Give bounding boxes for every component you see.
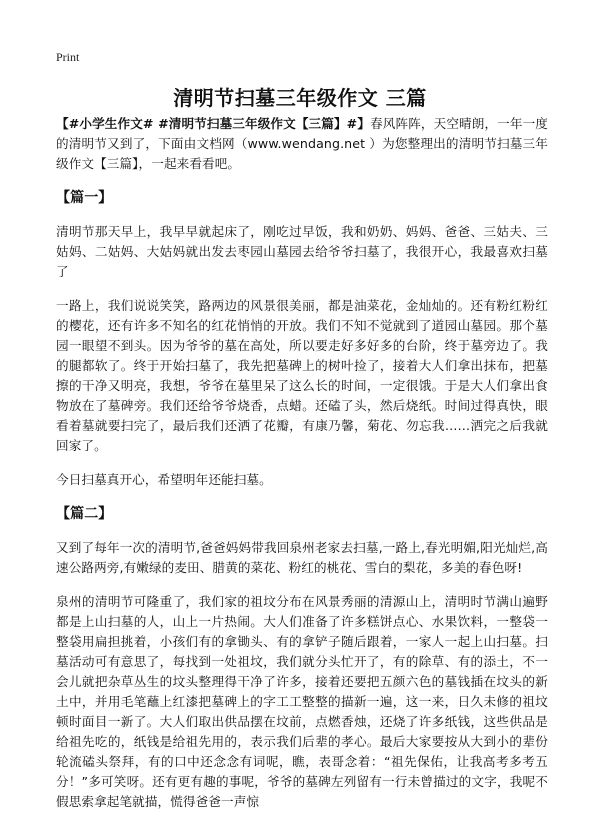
print-label: Print <box>56 50 80 64</box>
section-heading-2: 【篇二】 <box>56 506 113 522</box>
intro-text: 春风阵阵，天空晴朗，一年一度的清明节又到了，下面由文档网（www.wendang.net ）为您整理出的清明节扫墓三年级作文【三篇】，一起来看看吧。 <box>56 116 548 171</box>
section2-paragraph-2: 泉州的清明节可隆重了，我们家的祖坟分布在风景秀丽的清源山上，清明时节满山遍野都是上山扫墓的人，山上一片热闹。大人们准备了许多糕饼点心、水果饮料，一整袋一整袋用扁担挑着，小孩们有的拿锄头、有的拿铲子随后跟着，一家人一起上山扫墓。扫墓活动可有意思了，每找到一处祖坟，我们就分头忙开了，有的除草、有的添土，不一会儿就把杂草丛生的坟头整理得干净了许多，接着还要把五颜六色的墓钱插在坟头的新土中，并用毛笔蘸上红漆把墓碑上的字工工整整的描新一遍，这一来，日久未修的祖坟顿时面目一新了。大人们取出供品摆在坟前，点燃香烛，还烧了许多纸钱，这些供品是给祖先吃的，纸钱是给祖先用的，表示我们后辈的孝心。最后大家要按从大到小的辈份轮流磕头祭拜，有的口中还念念有词呢，瞧，表哥念着：“祖先保佑，让我高考多考五分！”多可笑呀。还有更有趣的事呢，爷爷的墓碑左列留有一行未曾描过的文字，我呢不假思索拿起笔就描，慌得爸爸一声惊 <box>56 594 548 809</box>
intro-tags: 【#小学生作文# #清明节扫墓三年级作文【三篇】#】 <box>56 116 371 131</box>
intro-paragraph <box>56 114 548 174</box>
section2-paragraph-1: 又到了每年一次的清明节,爸爸妈妈带我回泉州老家去扫墓,一路上,春光明媚,阳光灿烂,高速公路两旁,有嫩绿的麦田、腊黄的菜花、粉红的桃花、雪白的梨花，多美的春色呀! <box>56 540 548 575</box>
section1-paragraph-2: 一路上，我们说说笑笑，路两边的风景很美丽，都是油菜花，金灿灿的。还有粉红粉红的樱花，还有许多不知名的红花悄悄的开放。我们不知不觉就到了道园山墓园。那个墓园一眼望不到头。因为爷爷的墓在高处，所以要走好多好多的台阶，终于墓旁边了。我的腿都软了。终于开始扫墓了，我先把墓碑上的树叶捡了，接着大人们拿出抹布，把墓擦的干净又明亮，我想，爷爷在墓里呆了这么长的时间，一定很饿。于是大人们拿出食物放在了墓碑旁。我们还给爷爷烧香，点蜡。还磕了头，然后烧纸。时间过得真快，眼看着墓就要扫完了，最后我们还洒了花瓣，有康乃馨，菊花、勿忘我……洒完之后我就回家了。 <box>56 298 548 453</box>
document-body <box>56 114 548 826</box>
section1-paragraph-1: 清明节那天早上，我早早就起床了，刚吃过早饭，我和奶奶、妈妈、爸爸、三姑夫、三姑妈、二姑妈、大姑妈就出发去枣园山墓园去给爷爷扫墓了，我很开心，我最喜欢扫墓了 <box>56 224 548 279</box>
section-heading-1: 【篇一】 <box>56 190 113 206</box>
section1-paragraph-3: 今日扫墓真开心，希望明年还能扫墓。 <box>56 472 272 487</box>
document-title: 清明节扫墓三年级作文 三篇 <box>173 86 427 110</box>
